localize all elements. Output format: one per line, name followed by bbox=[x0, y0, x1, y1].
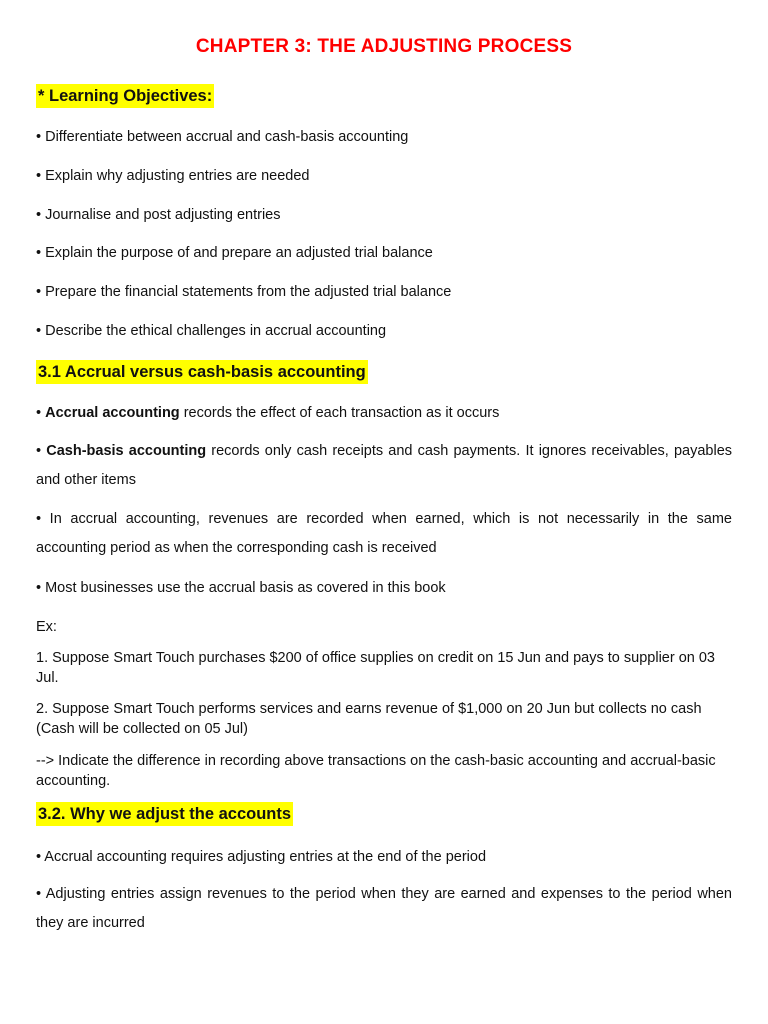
example-item: 2. Suppose Smart Touch performs services and earns revenue of $1,000 on 20 Jun but collects no cash (Cash will be collected on 05 Jul) bbox=[36, 701, 702, 737]
bullet: • bbox=[36, 443, 47, 459]
term-accrual-accounting: Accrual accounting bbox=[45, 405, 180, 421]
learning-objectives-heading: * Learning Objectives: bbox=[36, 84, 214, 108]
objective-item: • Describe the ethical challenges in accrual accounting bbox=[36, 323, 387, 339]
section-3-1-heading: 3.1 Accrual versus cash-basis accounting bbox=[36, 360, 368, 384]
term-cash-basis-accounting: Cash-basis accounting bbox=[46, 443, 207, 459]
bullet: • bbox=[36, 405, 46, 421]
paragraph-adjusting-entries-required: • Accrual accounting requires adjusting entries at the end of the period bbox=[36, 849, 487, 865]
section-3-2-heading: 3.2. Why we adjust the accounts bbox=[36, 802, 293, 826]
example-item: 1. Suppose Smart Touch purchases $200 of office supplies on credit on 15 Jun and pays to supplier on 03 Jul. bbox=[36, 650, 715, 686]
objective-item: • Prepare the financial statements from the adjusted trial balance bbox=[36, 284, 452, 300]
example-question: --> Indicate the difference in recording above transactions on the cash-basic accounting and accrual-basic accounting. bbox=[36, 753, 716, 789]
paragraph-text: records the effect of each transaction as it occurs bbox=[179, 405, 500, 421]
objective-item: • Differentiate between accrual and cash-basis accounting bbox=[36, 129, 409, 145]
objective-item: • Journalise and post adjusting entries bbox=[36, 207, 281, 223]
paragraph-accrual-basis: • Most businesses use the accrual basis as covered in this book bbox=[36, 580, 446, 596]
paragraph-revenue-recognition: • In accrual accounting, revenues are recorded when earned, which is not necessarily in the same accounting period as when the corresponding cash is received bbox=[36, 511, 732, 556]
objective-item: • Explain the purpose of and prepare an adjusted trial balance bbox=[36, 245, 433, 261]
chapter-title: CHAPTER 3: THE ADJUSTING PROCESS bbox=[195, 36, 573, 57]
example-label: Ex: bbox=[36, 619, 57, 635]
paragraph-accrual-accounting bbox=[36, 403, 732, 423]
paragraph-cash-basis-accounting bbox=[36, 437, 732, 495]
paragraph-text: records only cash receipts and cash payments. It ignores receivables, payables and other items bbox=[36, 443, 733, 488]
paragraph-adjusting-entries-assign: • Adjusting entries assign revenues to the period when they are earned and expenses to the period when they are incurred bbox=[36, 886, 732, 931]
objective-item: • Explain why adjusting entries are needed bbox=[36, 168, 310, 184]
